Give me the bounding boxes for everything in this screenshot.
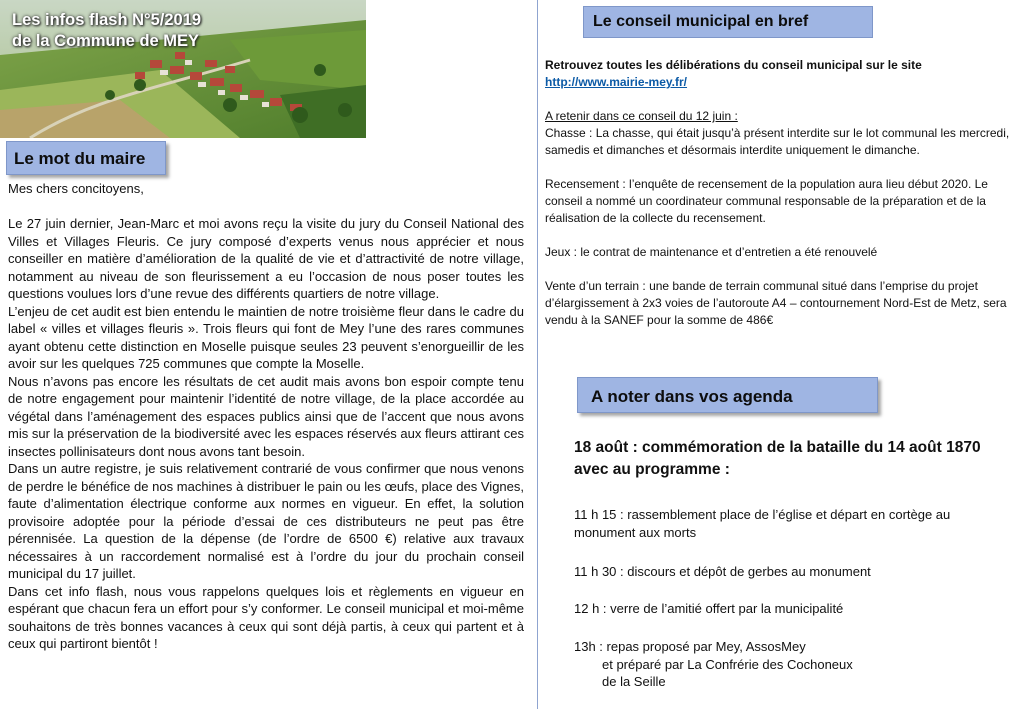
- agenda-event-4: [574, 638, 1014, 691]
- conseil-item-chasse: Chasse : La chasse, qui était jusqu’à présent interdite sur le lot communal les mercredi, samedis et dimanches et désormais interdite uniquement le dimanche.: [545, 126, 1010, 157]
- maire-paragraph-1: Le 27 juin dernier, Jean-Marc et moi avons reçu la visite du jury du Conseil National des Villes et Villages Fleuris. Ce jury composé d’experts venus nous apprécier et nous conseiller en matière d’amélioration de la qualité de vie et d’attractivité de notre village, notamment au niveau de son fleurissement a eu l’occasion de nous poser toutes les questions voulues lors d’une revue des différents quartiers de notre village.: [8, 216, 524, 301]
- agenda-event-title: 18 août : commémoration de la bataille du 14 août 1870 avec au programme :: [574, 439, 981, 478]
- agenda-heading: A noter dans vos agenda: [577, 377, 878, 413]
- mot-du-maire-heading: Le mot du maire: [6, 141, 166, 175]
- agenda-event-4-line2: et préparé par La Confrérie des Cochoneux: [602, 656, 853, 672]
- conseil-intro: Retrouvez toutes les délibérations du conseil municipal sur le site: [545, 58, 922, 72]
- column-divider: [537, 0, 538, 709]
- agenda-section: [574, 437, 1014, 689]
- maire-paragraph-5: Dans cet info flash, nous vous rappelons quelques lois et règlements en vigueur en espérant que chacun fera un effort pour s’y conformer. Le conseil municipal et moi-même souhaitons de très bonnes vacances à ceux qui sont déjà partis, à ceux qui partent et à ceux qui partiront bientôt !: [8, 583, 524, 651]
- maire-paragraph-4: Dans un autre registre, je suis relativement contrarié de vous confirmer que nous venons de perdre le bénéfice de nos machines à distribuer le pain ou les œufs, place des Vignes, faute d’alimentation électrique conforme aux normes en vigueur. En effet, la solution provisoire adoptée pour la période d’essai de ces distributeurs ne peut pas être pérennisée. La question de la dépense (de l’ordre de 6500 €) relative aux travaux nécessaires à un raccordement normalisé est à l’ordre du jour du prochain conseil municipal du 17 juillet.: [8, 461, 524, 581]
- maire-paragraph-2: L’enjeu de cet audit est bien entendu le maintien de notre troisième fleur dans le cadre du label « villes et villages fleuris ». Trois fleurs qui font de Mey l’une des rares communes ayant obtenu cette distinction en Moselle puisque seules 23 peuvent s’enorgueillir de les avoir sur les quelques 725 communes que compte la Moselle.: [8, 303, 524, 371]
- agenda-event-2: 11 h 30 : discours et dépôt de gerbes au monument: [574, 564, 871, 579]
- greeting: Mes chers concitoyens,: [8, 181, 144, 196]
- agenda-event-1: 11 h 15 : rassemblement place de l’église et départ en cortège au monument aux morts: [574, 507, 951, 540]
- agenda-event-4-line3: de la Seille: [602, 674, 666, 689]
- conseil-municipal-heading: Le conseil municipal en bref: [583, 6, 873, 38]
- retenir-label: A retenir dans ce conseil du 12 juin :: [545, 109, 738, 123]
- bulletin-title-line2: de la Commune de MEY: [12, 32, 200, 50]
- bulletin-title-line1: Les infos flash N°5/2019: [12, 11, 202, 29]
- bulletin-title: [12, 10, 201, 52]
- mairie-website-link[interactable]: http://www.mairie-mey.fr/: [545, 75, 688, 89]
- village-aerial-photo: [0, 0, 366, 138]
- maire-paragraph-3: Nous n’avons pas encore les résultats de cet audit mais avons bon espoir compte tenu de notre engagement pour maintenir l’identité de notre village, de la place accordée au végétal dans l’aménagement des espaces publics ainsi que de l’accent que nous avons mis sur la préservation de la biodiversité avec les espaces réservés aux fleurs attirant ces insectes pollinisateurs dont nous avons tant besoin.: [8, 373, 524, 459]
- conseil-item-recensement: Recensement : l’enquête de recensement de la population aura lieu début 2020. Le conseil a nommé un coordinateur communal responsable de la préparation et de la réalisation de la collecte du recensement.: [545, 177, 988, 225]
- conseil-item-vente-terrain: Vente d’un terrain : une bande de terrain communal situé dans l’emprise du projet d’élargissement à 2x3 voies de l’autoroute A4 – contournement Nord-Est de Metz, sera vendu à la SANEF pour la somme de 486€: [545, 279, 1007, 327]
- agenda-event-4-line1: 13h : repas proposé par Mey, AssosMey: [574, 639, 806, 654]
- conseil-item-jeux: Jeux : le contrat de maintenance et d’entretien a été renouvelé: [545, 245, 878, 259]
- mot-du-maire-text: [8, 180, 524, 653]
- agenda-event-3: 12 h : verre de l’amitié offert par la municipalité: [574, 601, 844, 616]
- conseil-municipal-section: [545, 57, 1023, 329]
